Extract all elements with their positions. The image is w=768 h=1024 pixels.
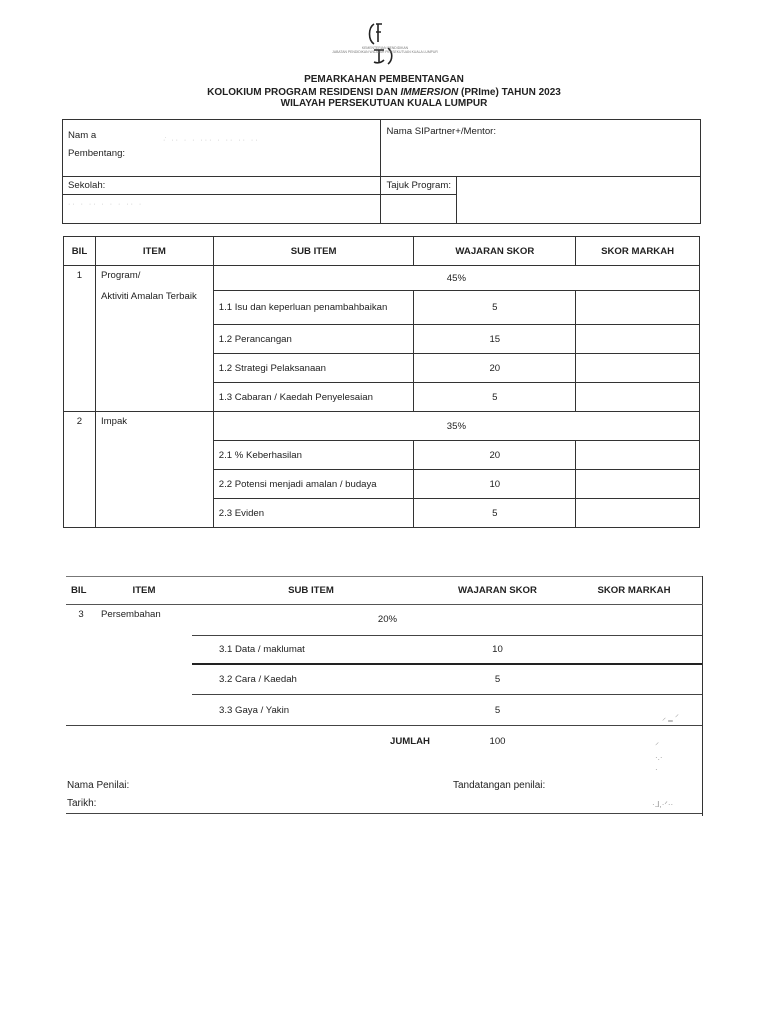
score-1-3: 20 (414, 354, 576, 383)
sub-item-3-3: 3.3 Gaya / Yakin (219, 704, 290, 716)
header-item: ITEM (95, 237, 213, 266)
presenter-name-cell[interactable] (63, 120, 381, 177)
score-2-1: 20 (414, 441, 576, 470)
assessor-name-label: Nama Penilai: (67, 780, 130, 791)
section-3-weight: 20% (377, 614, 398, 626)
sub-item-2-2: 2.2 Potensi menjadi amalan / budaya (213, 470, 414, 499)
mark-input-2-3[interactable] (576, 499, 700, 528)
table-row (64, 412, 700, 441)
assessor-signature-label: Tandatangan penilai: (453, 780, 546, 791)
total-row (66, 726, 703, 758)
score-table-2-header (66, 576, 703, 605)
score-2-3: 5 (414, 499, 576, 528)
header-skor-markah-2: SKOR MARKAH (565, 576, 703, 605)
logo-caption-line1: KEMENTERIAN PENDIDIKAN (361, 46, 409, 50)
program-title-label-cell (381, 177, 457, 195)
title-line-1: PEMARKAHAN PEMBENTANGAN (304, 74, 464, 85)
score-1-4: 5 (414, 383, 576, 412)
mentor-name-cell[interactable] (381, 120, 701, 177)
section-2-bil: 2 (64, 412, 96, 528)
rule-footer-bottom (66, 813, 702, 814)
title-line-2-post: (PRIme) TAHUN 2023 (458, 87, 561, 98)
mark-input-3-3[interactable] (565, 695, 703, 726)
presenter-name-redacted: ·̇ ·· · · ··· · ·· ·· ·· (163, 137, 260, 144)
section-2-weight: 35% (213, 412, 699, 441)
sub-item-1-1: 1.1 Isu dan keperluan penambahbaikan (213, 291, 414, 325)
score-table-1-header (64, 237, 700, 266)
total-mark-input[interactable] (565, 726, 703, 758)
mark-input-1-3[interactable] (576, 354, 700, 383)
school-label: Sekolah: (68, 180, 106, 191)
section-1-bil: 1 (64, 266, 96, 412)
signature-scribble-icon: ⸝ ‗ ⸍ (662, 713, 679, 722)
sub-item-1-3: 1.2 Strategi Pelaksanaan (213, 354, 414, 383)
sub-item-2-3: 2.3 Eviden (213, 499, 414, 528)
program-title-label: Tajuk Program: (386, 180, 451, 191)
program-title-value-cell-2[interactable] (381, 195, 457, 224)
mark-input-1-4[interactable] (576, 383, 700, 412)
sub-item-1-4: 1.3 Cabaran / Kaedah Penyelesaian (213, 383, 414, 412)
date-label: Tarikh: (67, 798, 97, 809)
logo-caption-line2: JABATAN PENDIDIKAN WILAYAH PERSEKUTUAN KUALA LUMPUR (332, 50, 438, 54)
mark-input-1-1[interactable] (576, 291, 700, 325)
mentor-name-label: Nama SIPartner+/Mentor: (386, 126, 497, 137)
section-1-item-line2: Aktiviti Amalan Terbaik (100, 291, 197, 302)
ministry-logo-icon (360, 20, 410, 66)
header-bil: BIL (64, 237, 96, 266)
table-row (66, 664, 703, 695)
total-value: 100 (489, 736, 506, 747)
program-title-value-cell[interactable] (457, 177, 701, 224)
header-sub-item: SUB ITEM (213, 237, 414, 266)
section-3-bil: 3 (78, 609, 84, 620)
table-row (64, 266, 700, 291)
sub-item-2-1: 2.1 % Keberhasilan (213, 441, 414, 470)
score-table-1 (63, 236, 700, 528)
header-wajaran-skor: WAJARAN SKOR (414, 237, 576, 266)
table-row (66, 635, 703, 664)
section-2-item: Impak (95, 412, 213, 528)
table-row (66, 605, 703, 635)
header-skor-markah: SKOR MARKAH (576, 237, 700, 266)
school-label-cell (63, 177, 381, 195)
score-1-2: 15 (414, 325, 576, 354)
section-3-item: Persembahan (101, 609, 161, 620)
mark-input-2-1[interactable] (576, 441, 700, 470)
logo-caption (322, 46, 448, 54)
mark-input-3-1[interactable] (565, 635, 703, 664)
header-bil-2: BIL (66, 576, 96, 605)
section-1-item-line1: Program/ (100, 270, 141, 281)
score-table-2 (66, 576, 703, 758)
section-1-item (95, 266, 213, 412)
title-line-2-pre: KOLOKIUM PROGRAM RESIDENSI DAN (207, 87, 401, 98)
sub-item-1-2: 1.2 Perancangan (213, 325, 414, 354)
header-item-2: ITEM (96, 576, 192, 605)
mark-input-1-2[interactable] (576, 325, 700, 354)
presenter-name-label-2: Pembentang: (68, 148, 126, 159)
table-row (66, 695, 703, 726)
mark-input-3-2[interactable] (565, 664, 703, 695)
school-redacted: ·· · ·· · · · ·· · (68, 201, 144, 208)
title-line-2-italic: IMMERSION (400, 87, 459, 98)
signature-marks-icon: ⸍ ·.· · (655, 741, 663, 774)
score-3-1: 10 (492, 643, 503, 655)
title-line-2 (0, 87, 768, 98)
title-line-3: WILAYAH PERSEKUTUAN KUALA LUMPUR (280, 98, 488, 109)
sub-item-3-1: 3.1 Data / maklumat (219, 643, 305, 655)
signature-icon: ·ᒧ,·ᐟ·· (652, 800, 674, 809)
header-wajaran-skor-2: WAJARAN SKOR (430, 576, 565, 605)
score-3-3: 5 (494, 704, 501, 716)
mark-input-2-2[interactable] (576, 470, 700, 499)
presenter-name-label-1: Nam a (68, 130, 97, 141)
total-label: JUMLAH (390, 736, 430, 747)
sub-item-3-2: 3.2 Cara / Kaedah (219, 673, 297, 685)
score-1-1: 5 (414, 291, 576, 325)
score-2-2: 10 (414, 470, 576, 499)
score-3-2: 5 (494, 673, 501, 685)
school-value-cell[interactable] (63, 195, 381, 224)
header-sub-item-2: SUB ITEM (192, 576, 430, 605)
section-1-weight: 45% (213, 266, 699, 291)
presenter-info-table (62, 119, 701, 224)
